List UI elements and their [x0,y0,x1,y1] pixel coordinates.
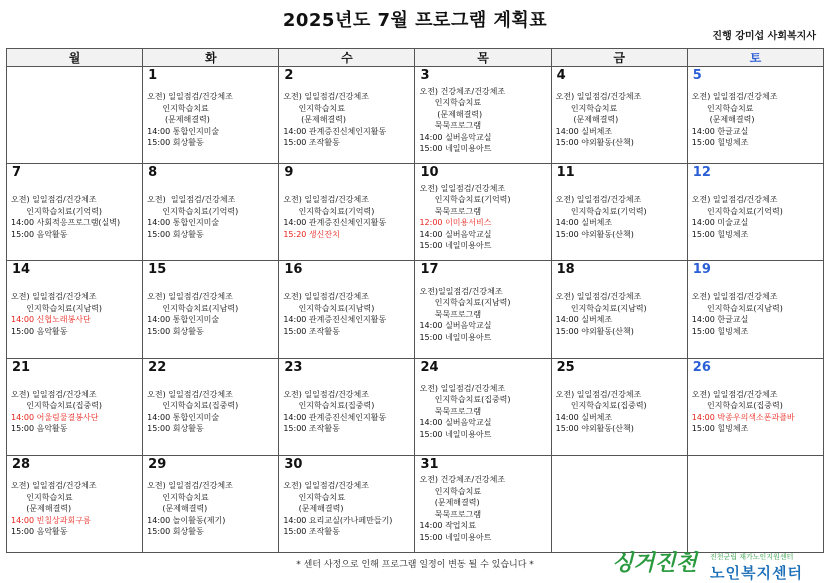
schedule-line: 15:00 힐빙체조 [691,229,749,239]
schedule-line: 인지학습치료(집중력) [283,401,375,411]
logo-signature: 싱거진천 [612,550,698,576]
schedule-line: (문제해결력) [11,504,72,513]
schedule-line: 14:00 작업치료 [419,521,476,531]
day-cell [7,455,143,552]
schedule-line: 14:00 사회적응프로그램(실벽) [11,218,121,228]
schedule-line: 인지학습치료(기억력) [147,206,239,216]
day-schedule [419,286,548,344]
day-schedule [556,389,685,435]
schedule-line: 15:20 생신잔치 [283,229,340,239]
schedule-line: 오전) 일일점검/건강체조 [11,195,97,205]
day-schedule [11,194,140,240]
day-number: 25 [556,359,575,375]
day-schedule [11,291,140,337]
schedule-line: 15:00 네일미용아트 [419,532,492,542]
schedule-line: 인지학습치료(기억력) [419,195,511,205]
schedule-line: (문제해결력) [691,115,755,125]
schedule-line: 인지학습치료 [11,492,73,502]
schedule-line: 묵묵프로그램 [419,121,482,130]
day-schedule [692,291,821,337]
day-number: 8 [148,165,158,181]
schedule-line: 15:00 네일미용아트 [419,332,492,342]
schedule-line: 15:00 야외활동(산책) [555,229,634,239]
schedule-line: (문제해결력) [555,115,619,125]
center-logo [612,552,822,580]
schedule-line: 인지학습치료(기억력) [11,206,103,216]
schedule-line: 오전) 일일점검/건강체조 [691,292,778,302]
schedule-line: 15:00 조작활동 [283,138,340,148]
schedule-line: 14:00 실버체조 [555,315,613,325]
schedule-line: 14:00 빈칠상과회구름 [11,515,91,525]
day-cell [551,67,687,164]
schedule-line: 15:00 조작활동 [283,326,340,336]
day-number: 22 [148,359,167,375]
schedule-line: 인지학습치료 [555,103,618,113]
day-schedule [419,474,548,543]
schedule-line: 15:00 야외활동(산책) [555,138,634,148]
day-cell [279,358,415,455]
day-cell [279,67,415,164]
day-cell [7,358,143,455]
schedule-line: 14:00 관계증진신체인지활동 [283,218,387,228]
schedule-line: 오전) 일일점검/건강체조 [283,292,369,302]
schedule-line: 오전) 일일점검/건강체조 [147,389,233,399]
schedule-line: 14:00 한글교실 [691,315,749,325]
day-number: 7 [12,165,22,181]
schedule-line: 15:00 네일미용아트 [419,144,492,153]
day-number: 24 [420,359,439,375]
week-row [7,358,824,455]
schedule-line: 15:00 조작활동 [283,424,340,434]
schedule-line: 오전) 일일점검/건강체조 [691,389,778,399]
schedule-line: 인지학습치료(지남력) [283,303,375,313]
day-schedule [556,194,685,240]
day-cell [687,358,823,455]
day-number: 30 [284,456,303,472]
day-number: 3 [420,68,430,83]
schedule-line: 15:00 조작활동 [283,527,340,536]
day-cell [415,261,551,358]
day-number: 18 [556,262,575,278]
day-schedule [147,291,276,337]
schedule-line: (문제해결력) [419,498,480,508]
weekday-sat: 토 [687,49,823,67]
day-schedule [692,389,821,435]
schedule-line: 15:00 힐빙체조 [691,138,749,148]
schedule-line: 14:00 통합인지미술 [147,218,220,228]
weekday-tue: 화 [143,49,279,67]
schedule-line: (문제해결력) [419,109,483,119]
day-schedule [692,91,821,149]
schedule-line: 인지학습치료 [283,492,345,502]
schedule-line: 오전) 일일점검/건강체조 [283,92,369,102]
day-number: 29 [148,456,167,472]
day-cell [143,67,279,164]
schedule-line: (문제해결력) [147,504,208,513]
schedule-line: (문제해결력) [147,115,210,125]
schedule-line: 14:00 신협노래봉사단 [11,315,91,325]
schedule-line: 15:00 회상활동 [147,424,204,434]
schedule-line: 14:00 관계증진신체인지활동 [283,412,387,422]
schedule-line: 14:00 통합인지미술 [147,126,220,136]
schedule-line: 오전) 일일점검/건강체조 [11,481,97,490]
schedule-line: 14:00 관계증진신체인지활동 [283,126,387,136]
schedule-line: 14:00 미술교실 [691,218,749,228]
week-row [7,455,824,552]
schedule-line: 인지학습치료 [691,103,754,113]
day-schedule [283,194,412,240]
day-number: 19 [692,262,711,278]
day-schedule [419,86,548,155]
schedule-line: 묵묵프로그램 [419,309,482,319]
footer-note: * 센터 사정으로 인해 프로그램 일정이 변동 될 수 있습니다 * [296,560,534,570]
schedule-line: 인지학습치료(기억력) [691,206,783,216]
schedule-line: 인지학습치료(기억력) [555,206,647,216]
weekday-thu: 목 [415,49,551,67]
schedule-line: 14:00 실버체조 [555,412,613,422]
schedule-line: 15:00 힐빙체조 [691,326,749,336]
day-cell [143,164,279,261]
schedule-line: 15:00 음악활동 [11,326,68,336]
logo-subtitle: 진천군립 재가노인지원센터 [710,553,794,561]
day-number: 5 [692,68,702,83]
day-schedule [692,194,821,240]
day-schedule [283,291,412,337]
schedule-line: 14:00 한글교실 [691,126,749,136]
schedule-line: 묵묵프로그램 [419,509,482,519]
day-number: 15 [148,262,167,278]
day-cell [415,455,551,552]
page-title: 2025년도 7월 프로그램 계획표 [282,10,548,31]
schedule-line: 14:00 통합인지미술 [147,315,220,325]
weekday-wed: 수 [279,49,415,67]
schedule-line: 인지학습치료 [147,103,209,113]
day-cell [687,455,823,552]
day-cell [279,261,415,358]
schedule-line: 오전) 일일점검/건강체조 [147,481,233,490]
schedule-line: 15:00 음악활동 [11,527,68,536]
day-cell [551,164,687,261]
schedule-line: 인지학습치료 [147,492,209,502]
day-number: 28 [12,456,31,472]
schedule-line: 오전)일일점검/건강체조 [419,286,503,296]
schedule-line: 인지학습치료(지남력) [555,303,647,313]
schedule-line: 14:00 실버음악교실 [419,321,492,331]
day-schedule [419,383,548,441]
schedule-line: 14:00 관계증진신체인지활동 [283,315,387,325]
schedule-line: 인지학습치료 [419,98,482,107]
manager-label: 진행 강미섭 사회복지사 [712,31,816,42]
schedule-line: 14:00 실버음악교실 [419,132,492,142]
schedule-line: 오전) 일일점검/건강체조 [419,183,506,193]
day-number: 1 [148,68,158,83]
day-number: 21 [12,359,31,375]
schedule-line: 14:00 실버음악교실 [419,229,492,239]
day-cell [687,164,823,261]
schedule-line: 오전) 일일점검/건강체조 [283,481,369,490]
day-schedule [283,389,412,435]
schedule-line: 인지학습치료(지남력) [419,298,511,308]
schedule-line: 15:00 야외활동(산책) [555,326,634,336]
logo-center-name: 노인복지센터 [710,564,803,582]
schedule-line: 오전) 일일점검/건강체조 [555,92,642,102]
schedule-line: 15:00 네일미용아트 [419,241,492,251]
schedule-line: 오전) 일일점검/건강체조 [419,383,506,393]
weekday-mon: 월 [7,49,143,67]
day-schedule [419,183,548,252]
schedule-line: 오전) 일일점검/건강체조 [147,92,233,102]
schedule-line: 인지학습치료(집중력) [419,395,511,405]
calendar-table [6,48,824,553]
schedule-line: 인지학습치료(지남력) [147,303,239,313]
schedule-line: 15:00 네일미용아트 [419,429,492,439]
day-schedule [283,480,412,538]
schedule-line: 오전) 일일점검/건강체조 [283,389,369,399]
day-cell [143,358,279,455]
day-schedule [11,389,140,435]
schedule-line: 오전) 일일점검/건강체조 [283,195,369,205]
day-cell [7,164,143,261]
schedule-line: 15:00 회상활동 [147,138,204,148]
day-cell [415,164,551,261]
day-cell [551,261,687,358]
schedule-line: 14:00 실버체조 [555,218,613,228]
day-cell [143,261,279,358]
schedule-line: 14:00 실버체조 [555,126,613,136]
day-number: 12 [692,165,711,181]
day-number: 14 [12,262,31,278]
week-row [7,261,824,358]
schedule-line: 12:00 이미용서비스 [419,218,492,228]
schedule-line: 14:00 어울림물결봉사단 [11,412,99,422]
schedule-line: 오전) 일일점검/건강체조 [555,389,642,399]
day-cell [7,67,143,164]
day-schedule [147,91,276,149]
weekday-header-row [7,49,824,67]
schedule-line: 인지학습치료(지남력) [691,303,783,313]
schedule-line: 묵묵프로그램 [419,406,482,416]
day-schedule [556,91,685,149]
day-cell [415,358,551,455]
schedule-line: 15:00 음악활동 [11,424,68,434]
day-schedule [147,194,276,240]
day-number: 11 [556,165,575,181]
day-cell [7,261,143,358]
schedule-line: 오전) 일일점검/건강체조 [555,292,642,302]
day-schedule [147,389,276,435]
schedule-line: 오전) 건강체조/건강체조 [419,86,506,96]
schedule-line: 오전) 일일점검/건강체조 [691,92,778,102]
day-cell [687,261,823,358]
schedule-line: 14:00 놀이활동(제기) [147,515,226,525]
day-cell [551,358,687,455]
schedule-line: 14:00 통합인지미술 [147,412,220,422]
schedule-line: 14:00 박종우의색소폰과플바 [691,412,795,422]
schedule-line: 오전) 일일점검/건강체조 [555,195,642,205]
schedule-line: 오전) 일일점검/건강체조 [11,389,97,399]
schedule-line: 14:00 실버음악교실 [419,418,492,428]
day-schedule [283,91,412,149]
day-cell [687,67,823,164]
schedule-line: 14:00 요리교실(카나페만들기) [283,515,393,525]
day-number: 26 [692,359,711,375]
schedule-line: 인지학습치료 [283,103,345,113]
schedule-line: 인지학습치료(집중력) [147,401,239,411]
day-number: 16 [284,262,303,278]
day-cell [279,455,415,552]
schedule-line: 오전) 일일점검/건강체조 [147,195,236,205]
day-schedule [147,480,276,538]
schedule-line: 인지학습치료(집중력) [691,401,783,411]
schedule-line: 오전) 일일점검/건강체조 [691,195,778,205]
week-row [7,67,824,164]
day-number: 17 [420,262,439,278]
week-row [7,164,824,261]
day-number: 23 [284,359,303,375]
day-number: 31 [420,456,439,472]
schedule-line: 인지학습치료(집중력) [555,401,647,411]
day-cell [551,455,687,552]
schedule-line: 인지학습치료(지남력) [11,303,103,313]
day-number: 10 [420,165,439,181]
day-cell [143,455,279,552]
schedule-line: 인지학습치료(집중력) [11,401,103,411]
schedule-line: 인지학습치료(기억력) [283,206,375,216]
schedule-line: 오전) 일일점검/건강체조 [11,292,97,302]
day-schedule [556,291,685,337]
weekday-fri: 금 [551,49,687,67]
schedule-line: 오전) 건강체조/건강체조 [419,475,506,485]
schedule-line: (문제해결력) [283,115,346,125]
schedule-line: 인지학습치료 [419,486,482,496]
schedule-line: 15:00 힐빙체조 [691,424,749,434]
schedule-line: 15:00 음악활동 [11,229,68,239]
schedule-line: 15:00 회상활동 [147,527,204,536]
day-number: 4 [556,68,566,83]
schedule-line: (문제해결력) [283,504,344,513]
schedule-line: 15:00 회상활동 [147,229,204,239]
schedule-line: 오전) 일일점검/건강체조 [147,292,233,302]
schedule-line: 15:00 야외활동(산책) [555,424,634,434]
schedule-line: 15:00 회상활동 [147,326,204,336]
day-schedule [11,480,140,538]
day-cell [415,67,551,164]
day-number: 9 [284,165,294,181]
schedule-line: 묵묵프로그램 [419,206,482,216]
day-number: 2 [284,68,294,83]
day-cell [279,164,415,261]
